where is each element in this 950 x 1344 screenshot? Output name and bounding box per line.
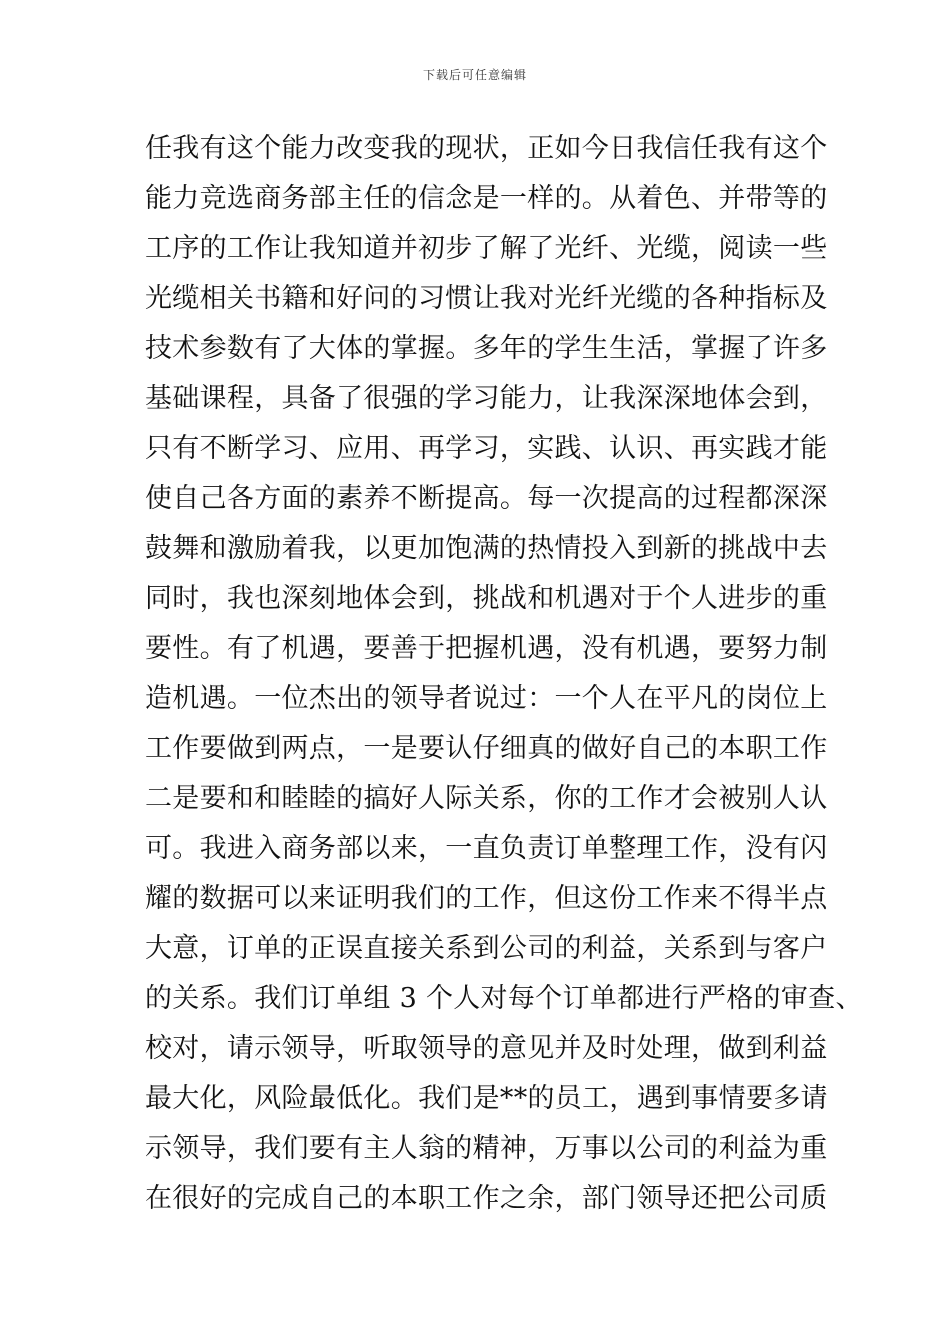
text-line: 技术参数有了大体的掌握。多年的学生生活，掌握了许多 [145,333,828,364]
text-line: 工序的工作让我知道并初步了解了光纤、光缆，阅读一些 [145,233,828,264]
text-line: 二是要和和睦睦的搞好人际关系，你的工作才会被别人认 [145,783,828,814]
text-line: 只有不断学习、应用、再学习，实践、认识、再实践才能 [145,433,828,464]
text-line: 基础课程，具备了很强的学习能力，让我深深地体会到， [145,383,828,414]
text-line: 鼓舞和激励着我，以更加饱满的热情投入到新的挑战中去 [145,533,828,564]
text-line: 能力竞选商务部主任的信念是一样的。从着色、并带等的 [145,183,828,214]
body-text [145,124,863,1224]
text-line: 任我有这个能力改变我的现状，正如今日我信任我有这个 [145,133,828,164]
text-line: 光缆相关书籍和好问的习惯让我对光纤光缆的各种指标及 [145,283,828,314]
header-note: 下载后可任意编辑 [422,68,527,82]
text-line: 可。我进入商务部以来，一直负责订单整理工作，没有闪 [145,833,828,864]
text-line: 的关系。我们订单组 3 个人对每个订单都进行严格的审查、 [145,983,863,1014]
text-line: 耀的数据可以来证明我们的工作，但这份工作来不得半点 [145,883,828,914]
text-line: 要性。有了机遇，要善于把握机遇，没有机遇，要努力制 [145,633,828,664]
text-line: 工作要做到两点，一是要认仔细真的做好自己的本职工作 [145,733,828,764]
text-line: 同时，我也深刻地体会到，挑战和机遇对于个人进步的重 [145,583,828,614]
text-line: 大意，订单的正误直接关系到公司的利益，关系到与客户 [145,933,828,964]
text-line: 最大化，风险最低化。我们是**的员工，遇到事情要多请 [145,1083,828,1114]
text-line: 造机遇。一位杰出的领导者说过：一个人在平凡的岗位上 [145,683,828,714]
text-line: 在很好的完成自己的本职工作之余，部门领导还把公司质 [145,1183,828,1214]
text-line: 使自己各方面的素养不断提高。每一次提高的过程都深深 [145,483,828,514]
text-line: 校对，请示领导，听取领导的意见并及时处理，做到利益 [145,1033,828,1064]
text-line: 示领导，我们要有主人翁的精神，万事以公司的利益为重 [145,1133,828,1164]
